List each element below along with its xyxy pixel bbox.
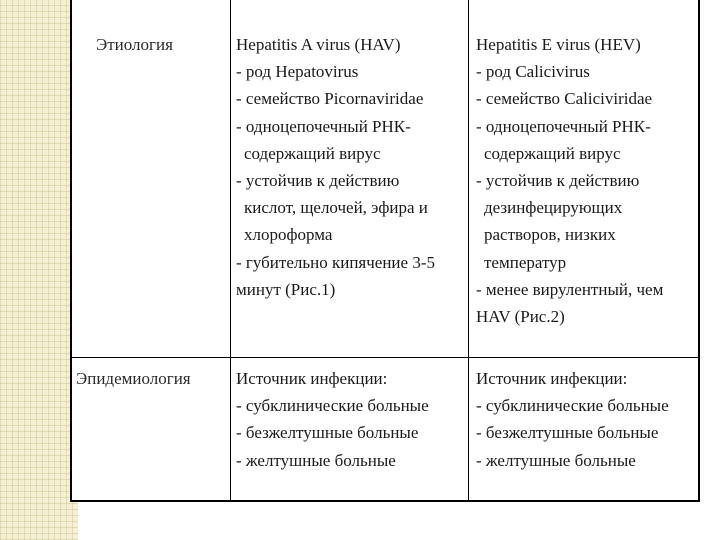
text-line: температур <box>484 252 567 272</box>
hav-epidemiology <box>236 365 429 474</box>
text-line: - безжелтушные больные <box>236 423 419 443</box>
row-divider <box>72 357 698 358</box>
text-line: - субклинические больные <box>236 396 429 416</box>
text-line: - семейство Picornaviridae <box>236 89 424 109</box>
text-line: растворов, низких <box>484 225 616 245</box>
text-line: минут (Рис.1) <box>236 279 336 299</box>
decorative-left-band <box>0 0 78 540</box>
text-line: - семейство Caliciviridae <box>476 89 653 109</box>
text-line: - желтушные больные <box>236 450 396 470</box>
text-line: Hepatitis E virus (HEV) <box>476 35 641 54</box>
text-line: - безжелтушные больные <box>476 423 659 443</box>
text-line: - род Calicivirus <box>476 62 590 82</box>
text-line: кислот, щелочей, эфира и <box>244 198 428 218</box>
text-line: - одноцепочечный РНК- <box>236 116 411 136</box>
row-header-etiology: Этиология <box>96 35 173 54</box>
text-line: содержащий вирус <box>484 143 621 163</box>
row-header-epidemiology: Эпидемиология <box>76 369 191 388</box>
hev-epidemiology <box>476 365 669 474</box>
text-line: - устойчив к действию <box>236 171 400 191</box>
text-line: - менее вирулентный, чем <box>476 279 664 299</box>
text-line: - субклинические больные <box>476 396 669 416</box>
text-line: дезинфецирующих <box>484 198 623 218</box>
comparison-table <box>70 0 700 502</box>
text-line: - желтушные больные <box>476 450 636 470</box>
text-line: - род Hepatovirus <box>236 62 359 82</box>
text-line: содержащий вирус <box>244 143 381 163</box>
text-line: Hepatitis A virus (HAV) <box>236 35 401 54</box>
text-line: хлороформа <box>244 225 333 245</box>
text-line: Источник инфекции: <box>236 369 388 388</box>
text-line: - одноцепочечный РНК- <box>476 116 651 136</box>
column-divider-2 <box>468 0 469 500</box>
hev-description <box>476 31 663 330</box>
text-line: - устойчив к действию <box>476 171 640 191</box>
hav-description <box>236 31 435 303</box>
text-line: - губительно кипячение 3-5 <box>236 252 435 272</box>
text-line: Источник инфекции: <box>476 369 628 388</box>
column-divider-1 <box>230 0 231 500</box>
text-line: HAV (Рис.2) <box>476 307 565 327</box>
